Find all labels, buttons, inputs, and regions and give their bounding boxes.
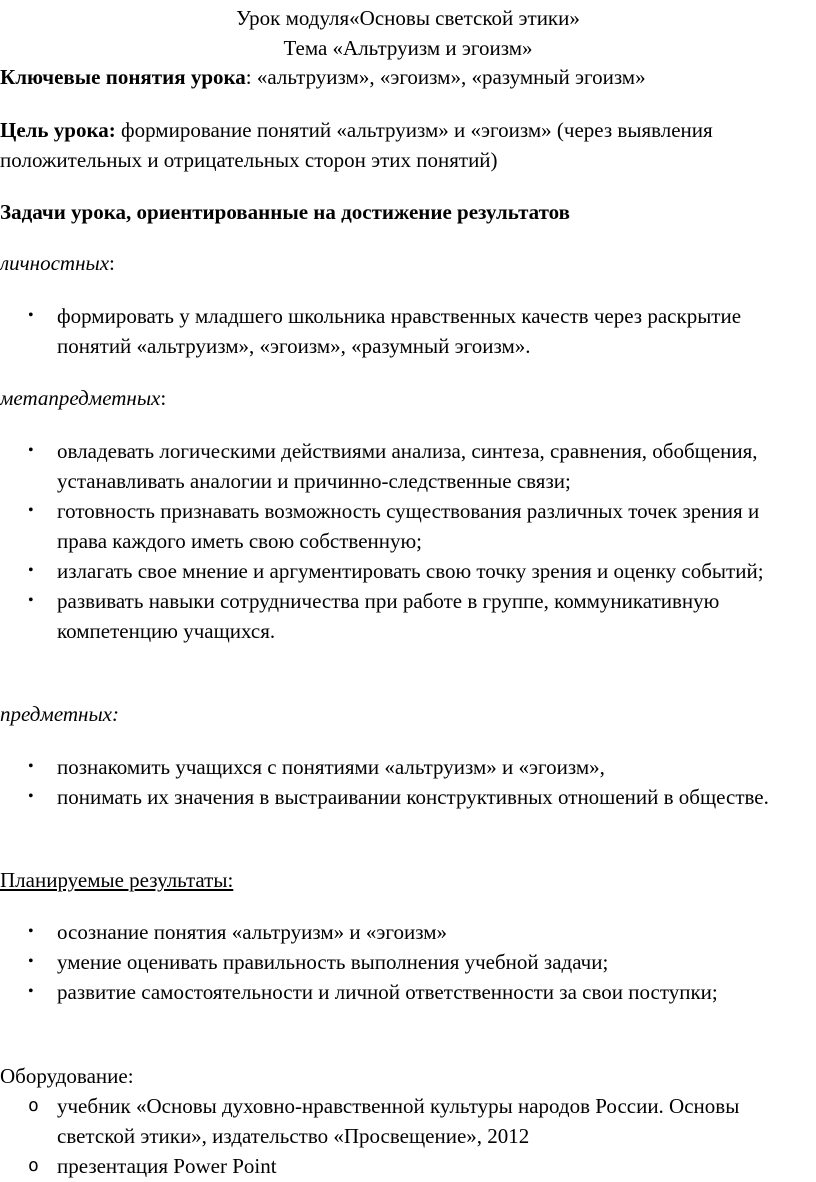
list-item xyxy=(0,496,816,556)
list-item xyxy=(0,436,816,496)
subject-heading: предметных: xyxy=(0,702,119,726)
list-item-text: учебник «Основы духовно-нравственной культуры народов России. Основы светской этики», издательство «Просвещение», 2012 xyxy=(57,1094,740,1148)
metasubject-list xyxy=(0,436,816,646)
bullet-marker: • xyxy=(28,502,34,519)
metasubject-label: метапредметных xyxy=(0,386,161,410)
list-item xyxy=(0,1151,816,1181)
personal-label: личностных xyxy=(0,251,110,275)
equipment-heading: Оборудование: xyxy=(0,1064,134,1088)
list-item xyxy=(0,752,816,782)
goal-label: Цель урока: xyxy=(0,118,116,142)
lesson-title: Урок модуля«Основы светской этики» xyxy=(236,6,580,30)
list-item xyxy=(0,301,816,361)
list-item-text: осознание понятия «альтруизм» и «эгоизм» xyxy=(57,920,448,944)
list-item-text: развитие самостоятельности и личной ответственности за свои поступки; xyxy=(57,980,718,1004)
list-item xyxy=(0,586,816,646)
list-item-text: развивать навыки сотрудничества при работе в группе, коммуникативную компетенцию учащихся. xyxy=(57,589,720,643)
list-item-text: умение оценивать правильность выполнения учебной задачи; xyxy=(57,950,609,974)
circle-marker: o xyxy=(28,1155,39,1176)
goal-text: формирование понятий «альтруизм» и «эгоизм» (через выявления положительных и отрицательных сторон этих понятий) xyxy=(0,118,713,172)
key-concepts-colon: : xyxy=(245,65,252,89)
list-item-text: излагать свое мнение и аргументировать свою точку зрения и оценку событий; xyxy=(57,559,764,583)
bullet-marker: • xyxy=(28,953,34,970)
tasks-heading: Задачи урока, ориентированные на достижение результатов xyxy=(0,200,570,224)
list-item xyxy=(0,782,816,812)
bullet-marker: • xyxy=(28,923,34,940)
equipment-list xyxy=(0,1091,816,1181)
list-item xyxy=(0,1091,816,1151)
bullet-marker: • xyxy=(28,307,34,324)
planned-results-list xyxy=(0,917,816,1007)
bullet-marker: • xyxy=(28,983,34,1000)
list-item-text: формировать у младшего школьника нравственных качеств через раскрытие понятий «альтруизм», «эгоизм», «разумный эгоизм». xyxy=(57,304,742,358)
list-item xyxy=(0,556,816,586)
key-concepts-line xyxy=(0,62,646,92)
list-item-text: презентация Power Point xyxy=(57,1154,277,1178)
goal-paragraph xyxy=(0,115,800,175)
bullet-marker: • xyxy=(28,758,34,775)
bullet-marker: • xyxy=(28,562,34,579)
personal-colon: : xyxy=(109,251,115,275)
list-item-text: овладевать логическими действиями анализа, синтеза, сравнения, обобщения, устанавливать аналогии и причинно-следственные связи; xyxy=(57,439,758,493)
planned-results-heading: Планируемые результаты: xyxy=(0,868,234,892)
metasubject-heading xyxy=(0,383,166,413)
list-item xyxy=(0,917,816,947)
bullet-marker: • xyxy=(28,788,34,805)
list-item-text: познакомить учащихся с понятиями «альтруизм» и «эгоизм», xyxy=(57,755,605,779)
key-concepts-label: Ключевые понятия урока xyxy=(0,65,246,89)
lesson-topic: Тема «Альтруизм и эгоизм» xyxy=(283,36,533,60)
circle-marker: o xyxy=(28,1095,39,1116)
list-item xyxy=(0,947,816,977)
subject-list xyxy=(0,752,816,812)
list-item-text: понимать их значения в выстраивании конструктивных отношений в обществе. xyxy=(57,785,769,809)
key-concepts-text: «альтруизм», «эгоизм», «разумный эгоизм» xyxy=(251,65,646,89)
bullet-marker: • xyxy=(28,442,34,459)
bullet-marker: • xyxy=(28,592,34,609)
metasubject-colon: : xyxy=(160,386,167,410)
list-item xyxy=(0,977,816,1007)
personal-heading xyxy=(0,248,115,278)
list-item-text: готовность признавать возможность существования различных точек зрения и права каждого иметь свою собственную; xyxy=(57,499,760,553)
personal-list xyxy=(0,301,816,361)
